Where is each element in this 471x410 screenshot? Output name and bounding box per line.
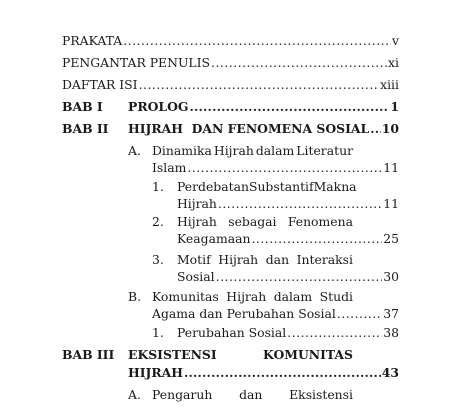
toc-entry-komunitas-line2 (152, 307, 399, 322)
dot-leader (184, 366, 381, 380)
toc-entry-title: Hijrah (177, 197, 217, 211)
chapter-number-bab-3: BAB III (62, 347, 115, 362)
word: Substantif (248, 179, 314, 194)
toc-entry-title: HIJRAH DAN FENOMENA SOSIAL (128, 122, 370, 136)
subsection-number-2: 2. (152, 214, 164, 229)
toc-entry-fenomena-line2 (177, 232, 399, 247)
word: Dinamika (152, 143, 212, 158)
section-letter-a-bab3: A. (128, 387, 141, 402)
toc-entry-motif-line2 (177, 270, 399, 285)
toc-entry-title: Perubahan Sosial (177, 326, 287, 340)
dot-leader (251, 232, 382, 246)
word: Interaksi (296, 252, 353, 267)
section-letter-b: B. (128, 289, 142, 304)
dot-leader (370, 122, 381, 136)
toc-page-number: 25 (383, 232, 399, 246)
word: Hijrah (218, 252, 259, 267)
word: dalam (255, 143, 295, 158)
word: Hijrah (226, 289, 267, 304)
toc-page-number: 38 (383, 326, 399, 340)
word: Studi (319, 289, 353, 304)
toc-page-number: v (392, 34, 399, 48)
word: Komunitas (152, 289, 219, 304)
dot-leader (187, 161, 382, 175)
toc-entry-prakata (62, 34, 399, 49)
toc-entry-dinamika-line2 (152, 161, 399, 176)
toc-entry-daftar-isi (62, 78, 399, 93)
toc-entry-perdebatan-line1 (177, 179, 357, 194)
section-letter-a: A. (128, 143, 141, 158)
toc-entry-eksistensi-line1 (128, 348, 353, 362)
word: Fenomena (287, 214, 353, 229)
toc-page-number: 11 (383, 161, 399, 175)
chapter-number-bab-2: BAB II (62, 121, 109, 136)
toc-page-number: 1 (390, 100, 399, 114)
toc-entry-fenomena-line1 (177, 215, 353, 229)
subsection-number-3: 3. (152, 252, 164, 267)
word: dalam (273, 289, 313, 304)
toc-entry-pengantar-penulis (62, 56, 399, 71)
toc-entry-title: PENGANTAR PENULIS (62, 56, 210, 70)
toc-entry-title: Agama dan Perubahan Sosial (152, 307, 336, 321)
word: KOMUNITAS (263, 347, 353, 362)
toc-page-number: 43 (381, 366, 399, 380)
dot-leader (211, 56, 387, 70)
toc-entry-komunitas-line1 (152, 290, 353, 304)
word: Perdebatan (177, 179, 249, 194)
word: Hijrah (177, 214, 217, 229)
word: Hijrah (213, 143, 254, 158)
toc-entry-motif-line1 (177, 253, 353, 267)
subsection-number-b1: 1. (152, 325, 164, 340)
word: dan (265, 252, 290, 267)
toc-entry-dinamika-line1 (152, 144, 353, 158)
toc-entry-title: Keagamaan (177, 232, 251, 246)
toc-entry-perubahan-sosial (177, 326, 399, 341)
dot-leader (218, 197, 382, 211)
word: Pengaruh (152, 387, 213, 402)
dot-leader (190, 100, 390, 114)
word: Motif (177, 252, 211, 267)
toc-entry-eksistensi-line2 (128, 366, 399, 381)
toc-page-number: 10 (381, 122, 399, 136)
word: EKSISTENSI (128, 347, 217, 362)
chapter-number-bab-1: BAB I (62, 99, 103, 114)
toc-page-number: xi (388, 56, 399, 70)
toc-entry-hijrah-fenomena-sosial (128, 122, 399, 137)
subsection-number-1: 1. (152, 179, 164, 194)
toc-page-number: xiii (380, 78, 399, 92)
toc-entry-title: PROLOG (128, 100, 189, 114)
toc-entry-title: DAFTAR ISI (62, 78, 138, 92)
toc-page-number: 11 (383, 197, 399, 211)
toc-page-number: 30 (383, 270, 399, 284)
toc-entry-title: HIJRAH (128, 366, 183, 380)
dot-leader (123, 34, 391, 48)
dot-leader (287, 326, 382, 340)
toc-entry-title: PRAKATA (62, 34, 123, 48)
toc-entry-prolog (128, 100, 399, 115)
dot-leader (337, 307, 382, 321)
word: dan (239, 387, 263, 402)
toc-entry-title: Islam (152, 161, 187, 175)
dot-leader (216, 270, 383, 284)
toc-page-number: 37 (383, 307, 399, 321)
dot-leader (139, 78, 380, 92)
toc-entry-pengaruh-line1 (152, 388, 353, 402)
toc-entry-perdebatan-line2 (177, 197, 399, 212)
word: sebagai (228, 214, 277, 229)
word: Literatur (296, 143, 353, 158)
word: Makna (313, 179, 357, 194)
toc-entry-title: Sosial (177, 270, 215, 284)
word: Eksistensi (289, 387, 353, 402)
